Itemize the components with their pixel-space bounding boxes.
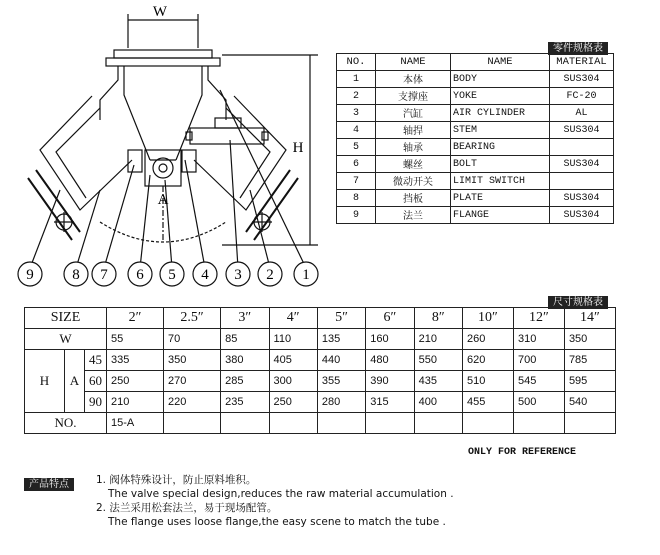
size-cell: 2.5″: [164, 308, 221, 329]
callout-label: 3: [234, 267, 242, 283]
col-material: MATERIAL: [550, 54, 614, 71]
h-cell: 540: [564, 392, 615, 413]
h-label: H: [25, 350, 65, 413]
w-cell: 110: [269, 329, 317, 350]
size-cell: 14″: [564, 308, 615, 329]
parts-row: [337, 190, 614, 207]
part-name-cn: 轴承: [376, 139, 451, 156]
w-cell: 85: [221, 329, 269, 350]
part-no: 4: [337, 122, 376, 139]
part-name-cn: 挡板: [376, 190, 451, 207]
part-no: 6: [337, 156, 376, 173]
size-cell: 8″: [414, 308, 462, 329]
size-table: [24, 307, 616, 434]
h-cell: 350: [164, 350, 221, 371]
size-cell: 6″: [366, 308, 414, 329]
part-no: 8: [337, 190, 376, 207]
part-name-en: BEARING: [451, 139, 550, 156]
w-cell: 70: [164, 329, 221, 350]
part-no: 5: [337, 139, 376, 156]
callout-label: 5: [168, 267, 176, 283]
size-cell: 3″: [221, 308, 269, 329]
h-row-90: [25, 392, 616, 413]
parts-row: [337, 71, 614, 88]
h-row-60: [25, 371, 616, 392]
callout-label: 9: [26, 267, 34, 283]
size-cell: 12″: [513, 308, 564, 329]
h-cell: 270: [164, 371, 221, 392]
h-cell: 435: [414, 371, 462, 392]
h-row-45: [25, 350, 616, 371]
part-name-en: STEM: [451, 122, 550, 139]
part-name-en: AIR CYLINDER: [451, 105, 550, 122]
h-cell: 455: [462, 392, 513, 413]
feature-item: 2. 法兰采用松套法兰，易于现场配管。: [96, 502, 278, 514]
callout-label: 1: [302, 267, 310, 283]
angle-label: A: [157, 192, 169, 208]
callout-label: 6: [136, 267, 144, 283]
h-cell: 545: [513, 371, 564, 392]
w-cell: 210: [414, 329, 462, 350]
part-name-cn: 微动开关: [376, 173, 451, 190]
w-row: [25, 329, 616, 350]
h-cell: 510: [462, 371, 513, 392]
w-cell: 55: [107, 329, 164, 350]
part-name-en: FLANGE: [451, 207, 550, 224]
w-cell: 350: [564, 329, 615, 350]
parts-row: [337, 88, 614, 105]
w-cell: 310: [513, 329, 564, 350]
a-label: A: [65, 350, 85, 413]
feature-item-en: The flange uses loose flange,the easy scene to match the tube .: [108, 516, 446, 528]
part-name-en: LIMIT SWITCH: [451, 173, 550, 190]
parts-row: [337, 173, 614, 190]
part-no: 1: [337, 71, 376, 88]
size-table-tag: 尺寸规格表: [548, 292, 608, 310]
col-name-cn: NAME: [376, 54, 451, 71]
part-material: SUS304: [550, 207, 614, 224]
right-outlet: [194, 96, 286, 210]
part-no: 9: [337, 207, 376, 224]
part-material: [550, 139, 614, 156]
part-name-en: BOLT: [451, 156, 550, 173]
parts-row: [337, 122, 614, 139]
size-row: [25, 308, 616, 329]
size-cell: 10″: [462, 308, 513, 329]
parts-row: [337, 139, 614, 156]
h-cell: 390: [366, 371, 414, 392]
callout-label: 8: [72, 267, 80, 283]
h-cell: 500: [513, 392, 564, 413]
h-cell: 220: [164, 392, 221, 413]
h-cell: 700: [513, 350, 564, 371]
part-name-en: YOKE: [451, 88, 550, 105]
left-outlet: [40, 96, 132, 210]
part-name-cn: 螺丝: [376, 156, 451, 173]
w-cell: 260: [462, 329, 513, 350]
col-no: NO.: [337, 54, 376, 71]
no-row: [25, 413, 616, 434]
angle-cell: 90: [85, 392, 107, 413]
h-cell: 315: [366, 392, 414, 413]
parts-header-row: [337, 54, 614, 71]
h-cell: 300: [269, 371, 317, 392]
callout-label: 7: [100, 267, 108, 283]
part-name-cn: 汽缸: [376, 105, 451, 122]
h-cell: 210: [107, 392, 164, 413]
h-cell: 620: [462, 350, 513, 371]
no-value: 15-A: [107, 413, 164, 434]
part-material: AL: [550, 105, 614, 122]
size-cell: 2″: [107, 308, 164, 329]
part-name-en: BODY: [451, 71, 550, 88]
features-list: [96, 473, 636, 529]
parts-table-tag: 零件规格表: [548, 38, 608, 56]
h-cell: 250: [107, 371, 164, 392]
parts-row: [337, 105, 614, 122]
part-name-cn: 支撑座: [376, 88, 451, 105]
h-cell: 235: [221, 392, 269, 413]
valve-body: [100, 66, 226, 120]
no-label: NO.: [25, 413, 107, 434]
h-cell: 380: [221, 350, 269, 371]
part-material: SUS304: [550, 122, 614, 139]
air-cylinder: [190, 128, 264, 144]
w-label: W: [25, 329, 107, 350]
part-material: SUS304: [550, 71, 614, 88]
col-name-en: NAME: [451, 54, 550, 71]
h-cell: 785: [564, 350, 615, 371]
reference-note: ONLY FOR REFERENCE: [468, 447, 577, 458]
part-name-en: PLATE: [451, 190, 550, 207]
h-cell: 335: [107, 350, 164, 371]
h-cell: 400: [414, 392, 462, 413]
part-no: 2: [337, 88, 376, 105]
width-label: W: [152, 4, 168, 20]
part-name-cn: 轴捍: [376, 122, 451, 139]
features-tag: 产品特点: [24, 474, 74, 492]
part-material: FC-20: [550, 88, 614, 105]
part-material: SUS304: [550, 156, 614, 173]
h-cell: 250: [269, 392, 317, 413]
h-cell: 480: [366, 350, 414, 371]
top-flange: [114, 50, 212, 58]
h-cell: 595: [564, 371, 615, 392]
h-cell: 285: [221, 371, 269, 392]
part-no: 7: [337, 173, 376, 190]
h-cell: 355: [317, 371, 365, 392]
feature-item: 1. 阀体特殊设计，防止原料堆积。: [96, 474, 257, 486]
h-cell: 440: [317, 350, 365, 371]
part-material: [550, 173, 614, 190]
w-cell: 160: [366, 329, 414, 350]
h-cell: 405: [269, 350, 317, 371]
angle-cell: 45: [85, 350, 107, 371]
parts-row: [337, 207, 614, 224]
callout-label: 4: [201, 267, 209, 283]
valve-drawing: [0, 0, 330, 300]
angle-cell: 60: [85, 371, 107, 392]
part-name-cn: 本体: [376, 71, 451, 88]
parts-table: [336, 53, 614, 224]
height-label: H: [292, 140, 304, 156]
size-label: SIZE: [25, 308, 107, 329]
part-material: SUS304: [550, 190, 614, 207]
part-name-cn: 法兰: [376, 207, 451, 224]
center-yoke: [145, 150, 181, 186]
parts-row: [337, 156, 614, 173]
h-cell: 550: [414, 350, 462, 371]
feature-item-en: The valve special design,reduces the raw material accumulation .: [108, 488, 454, 500]
size-cell: 5″: [317, 308, 365, 329]
callout-label: 2: [266, 267, 274, 283]
h-cell: 280: [317, 392, 365, 413]
part-no: 3: [337, 105, 376, 122]
w-cell: 135: [317, 329, 365, 350]
size-cell: 4″: [269, 308, 317, 329]
